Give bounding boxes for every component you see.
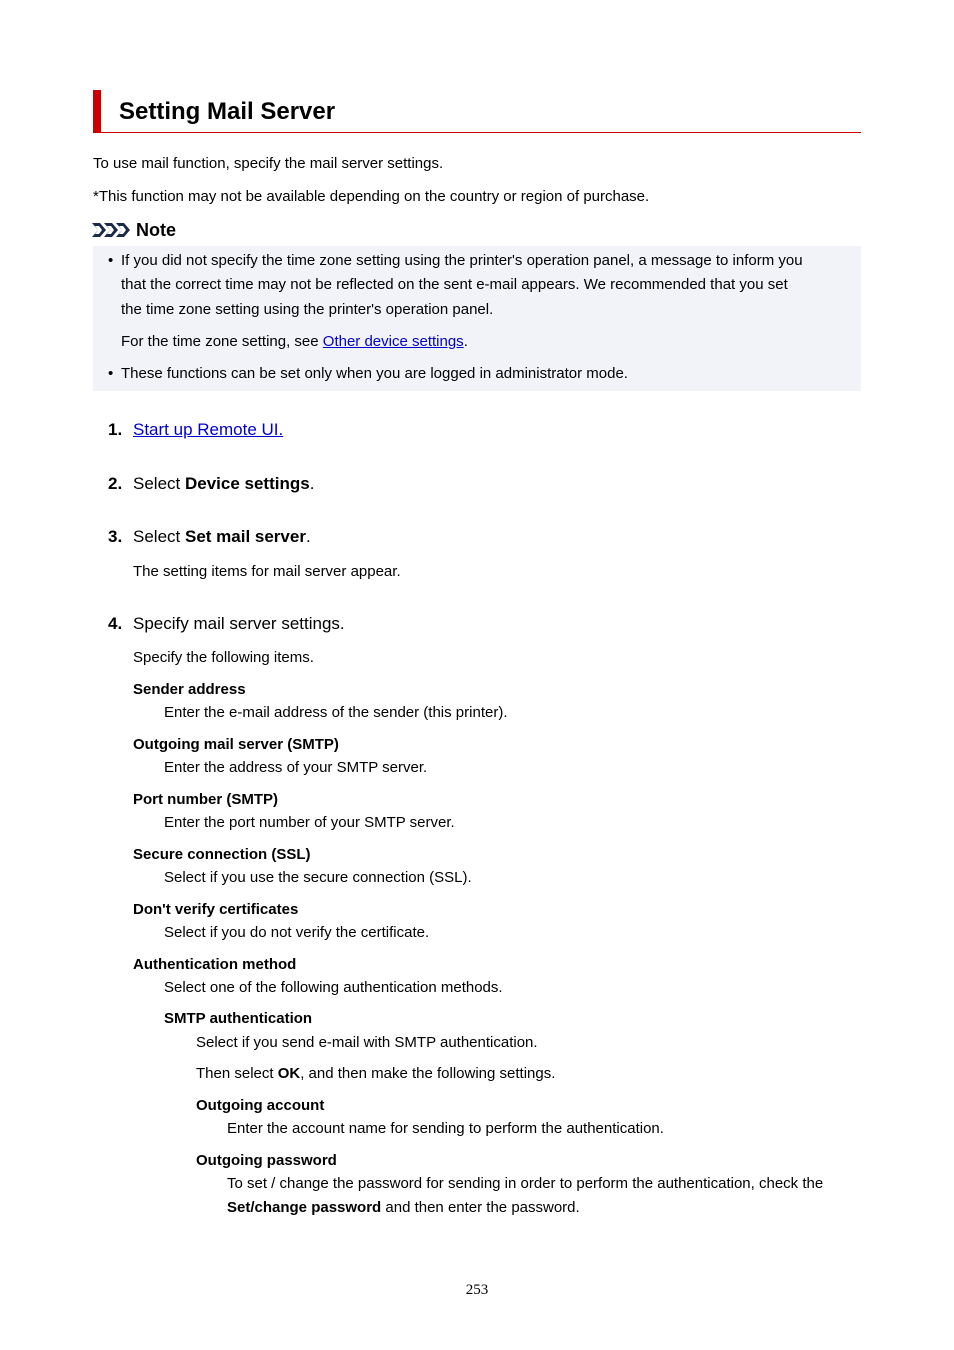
note-arrows-icon <box>92 222 132 238</box>
other-device-settings-link[interactable]: Other device settings <box>322 333 464 350</box>
item-term: Outgoing mail server (SMTP) <box>133 736 339 753</box>
ok-term: OK <box>277 1065 301 1082</box>
page-title: Setting Mail Server <box>119 98 336 125</box>
item-desc: Select if you use the secure connection (SSL). <box>164 869 472 886</box>
set-mail-server-term: Set mail server <box>184 527 306 546</box>
step-3-prefix: Select <box>133 527 185 546</box>
item-term: Authentication method <box>133 956 297 973</box>
note-bullet1-line1: If you did not specify the time zone setting using the printer's operation panel, a message to inform you <box>121 252 803 269</box>
title-accent-bar <box>93 90 101 133</box>
item-desc: Enter the address of your SMTP server. <box>164 759 428 776</box>
outgoing-account-term: Outgoing account <box>196 1097 325 1114</box>
start-remote-ui-link[interactable]: Start up Remote UI. <box>133 420 284 439</box>
bullet-marker: • <box>108 252 114 269</box>
item-desc: Select one of the following authentication methods. <box>164 979 503 996</box>
item-desc: Enter the port number of your SMTP server. <box>164 814 455 831</box>
outgoing-password-desc-line2 <box>227 1199 580 1217</box>
note-bullet1-line2: that the correct time may not be reflected on the sent e-mail appears. We recommended that you set <box>121 276 788 293</box>
device-settings-term: Device settings <box>184 474 310 493</box>
item-term: Don't verify certificates <box>133 901 299 918</box>
item-term: Port number (SMTP) <box>133 791 278 808</box>
smtp-auth-then <box>196 1065 555 1083</box>
step-number: 2. <box>108 474 123 493</box>
bullet-marker: • <box>108 365 114 382</box>
item-desc: Enter the e-mail address of the sender (this printer). <box>164 704 508 721</box>
step-number: 1. <box>108 420 123 439</box>
intro-text: To use mail function, specify the mail server settings. <box>93 155 444 172</box>
step-number: 4. <box>108 614 123 633</box>
step-2-prefix: Select <box>133 474 185 493</box>
note-bullet1-line3: the time zone setting using the printer's operation panel. <box>121 301 494 318</box>
note-see-line <box>121 333 468 351</box>
then-prefix: Then select <box>196 1065 278 1082</box>
title-underline <box>93 132 861 133</box>
smtp-auth-desc: Select if you send e-mail with SMTP authentication. <box>196 1034 538 1051</box>
step-3-text <box>133 527 311 547</box>
note-see-prefix: For the time zone setting, see <box>121 333 323 350</box>
set-change-password-term: Set/change password <box>227 1199 382 1216</box>
note-see-suffix: . <box>463 333 468 350</box>
then-suffix: , and then make the following settings. <box>300 1065 556 1082</box>
outgoing-password-term: Outgoing password <box>196 1152 337 1169</box>
step-number: 3. <box>108 527 123 546</box>
smtp-auth-term: SMTP authentication <box>164 1010 313 1027</box>
note-bullet2: These functions can be set only when you are logged in administrator mode. <box>121 365 628 382</box>
step-4-text: Specify mail server settings. <box>133 614 345 633</box>
password-suffix: and then enter the password. <box>381 1199 580 1216</box>
step-2-suffix: . <box>309 474 315 493</box>
item-desc: Select if you do not verify the certificate. <box>164 924 430 941</box>
step-3-suffix: . <box>305 527 311 546</box>
item-term: Secure connection (SSL) <box>133 846 311 863</box>
outgoing-password-desc-line1: To set / change the password for sending in order to perform the authentication, check the <box>227 1175 824 1192</box>
availability-note: *This function may not be available depending on the country or region of purchase. <box>93 188 650 205</box>
step-2-text <box>133 474 314 494</box>
step-4-desc: Specify the following items. <box>133 649 314 666</box>
note-label: Note <box>136 220 176 240</box>
step-3-desc: The setting items for mail server appear. <box>133 563 401 580</box>
item-term: Sender address <box>133 681 246 698</box>
page-number: 253 <box>465 1282 489 1298</box>
outgoing-account-desc: Enter the account name for sending to perform the authentication. <box>227 1120 664 1137</box>
